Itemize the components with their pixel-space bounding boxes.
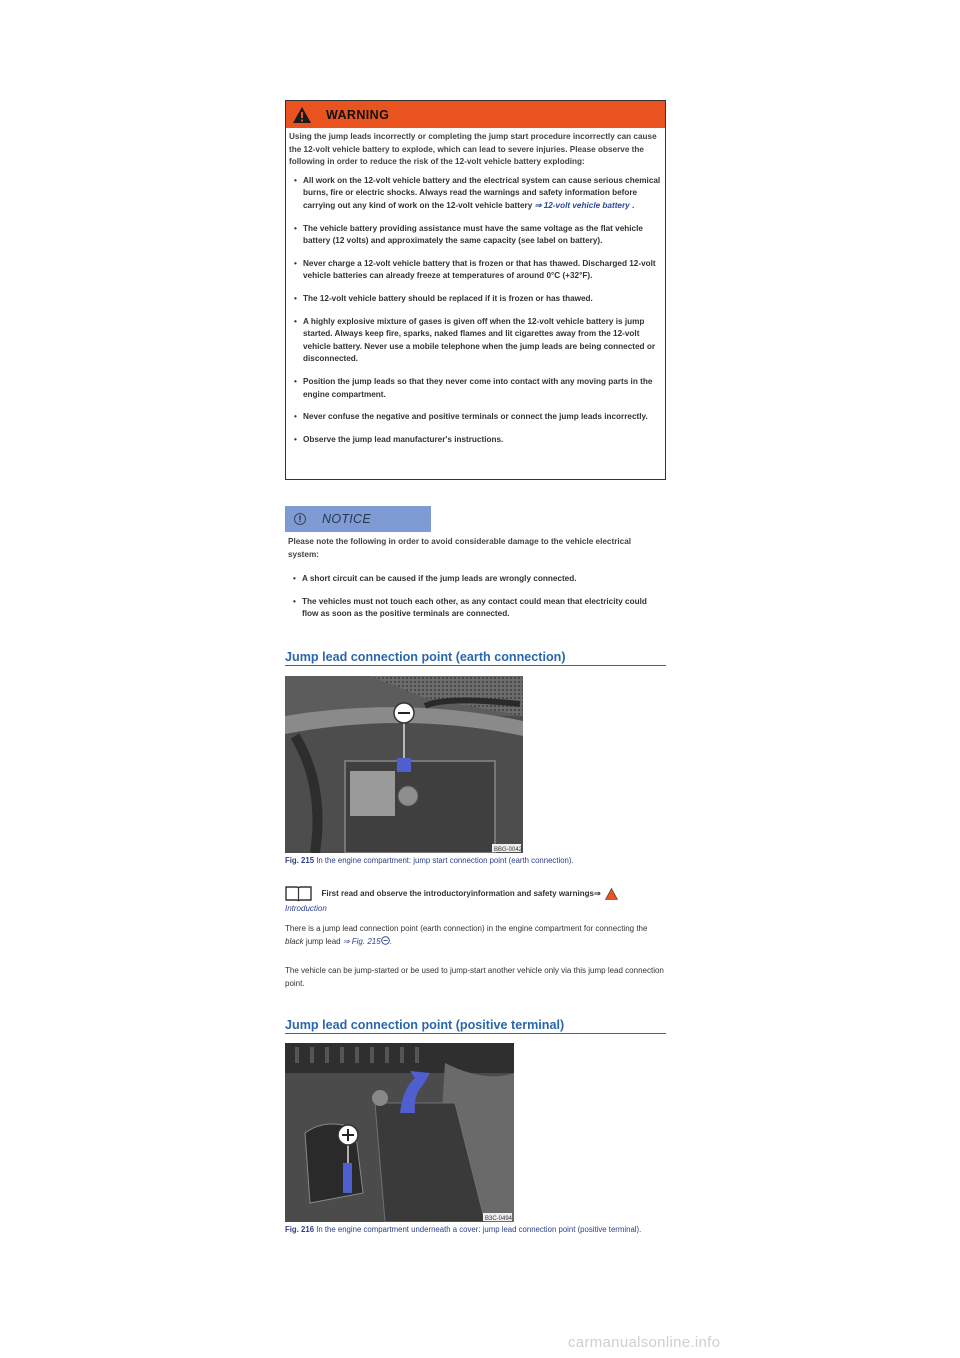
read-first-text: First read and observe the introductoryinformation and safety warnings⇒ [321,889,601,899]
exclamation-icon: ! [294,513,306,525]
open-book-icon [285,885,312,902]
list-item: • Never confuse the negative and positive terminals or connect the jump leads incorrectly. [286,411,663,424]
list-item: • The vehicles must not touch each other, as any contact could mean that electricity could flow as soon as the positive terminals are connected. [285,596,661,621]
figure-earth-connection [285,676,523,853]
figure-positive-terminal [285,1043,514,1222]
warning-triangle-icon [605,888,618,900]
paragraph: The vehicle can be jump-started or be used to jump-start another vehicle only via this jump lead connection point. [285,966,664,988]
notice-list [285,573,663,631]
figure-caption: Fig. 216 In the engine compartment underneath a cover: jump lead connection point (positive terminal). [285,1225,642,1234]
figure-code: BBG-0042 [494,847,523,853]
list-item: • Observe the jump lead manufacturer's instructions. [286,434,663,447]
warning-intro: Using the jump leads incorrectly or completing the jump start procedure incorrectly can cause the 12-volt vehicle battery to explode, which can lead to severe injuries. Please observe the following in order to reduce the risk of the 12-volt vehicle battery exploding: [289,132,657,167]
list-item: • The 12-volt vehicle battery should be replaced if it is frozen or has thawed. [286,293,663,306]
list-item: • Position the jump leads so that they never come into contact with any moving parts in the engine compartment. [286,376,663,401]
minus-circle-icon [381,936,390,945]
section-heading-positive: Jump lead connection point (positive terminal) [285,1018,666,1034]
warning-list [286,175,665,447]
read-first-note [285,885,665,913]
figure-code: B3C-0494 [485,1216,513,1222]
warning-triangle-icon [292,106,312,124]
watermark: carmanualsonline.info [568,1334,721,1351]
paragraph: There is a jump lead connection point (earth connection) in the engine compartment for connecting the black jump lead ⇒ Fig. 215 . [285,924,648,946]
notice-intro: Please note the following in order to avoid considerable damage to the vehicle electrical system: [288,537,632,559]
fig-215-link[interactable]: ⇒ Fig. 215 [342,936,381,946]
introduction-link[interactable]: Introduction [285,904,327,913]
notice-title: NOTICE [322,512,372,526]
list-item: • A short circuit can be caused if the jump leads are wrongly connected. [285,573,661,586]
figure-caption: Fig. 215 In the engine compartment: jump start connection point (earth connection). [285,856,574,865]
notice-header [285,506,431,532]
warning-box [285,100,666,480]
battery-link[interactable]: ⇒ 12-volt vehicle battery [534,200,630,210]
list-item: • The vehicle battery providing assistance must have the same voltage as the flat vehicle battery (12 volts) and approximately the same capacity (see label on battery). [286,223,663,248]
list-item: • Never charge a 12-volt vehicle battery that is frozen or that has thawed. Discharged 12-volt vehicle batteries can already freeze at temperatures of around 0°C (+32°F). [286,258,663,283]
warning-header [286,101,665,128]
list-item: • All work on the 12-volt vehicle battery and the electrical system can cause serious chemical burns, fire or electric shocks. Always read the warnings and safety information before carrying out any kind of work on the 12-volt vehicle battery ⇒ 12-volt vehicle battery . [286,175,663,213]
list-item: • A highly explosive mixture of gases is given off when the 12-volt vehicle battery is jump started. Always keep fire, sparks, naked flames and lit cigarettes away from the 12-volt vehicle battery. Never use a mobile telephone when the jump leads are being connected or disconnected. [286,316,663,366]
section-heading-earth: Jump lead connection point (earth connection) [285,650,666,666]
warning-title: WARNING [326,107,390,122]
